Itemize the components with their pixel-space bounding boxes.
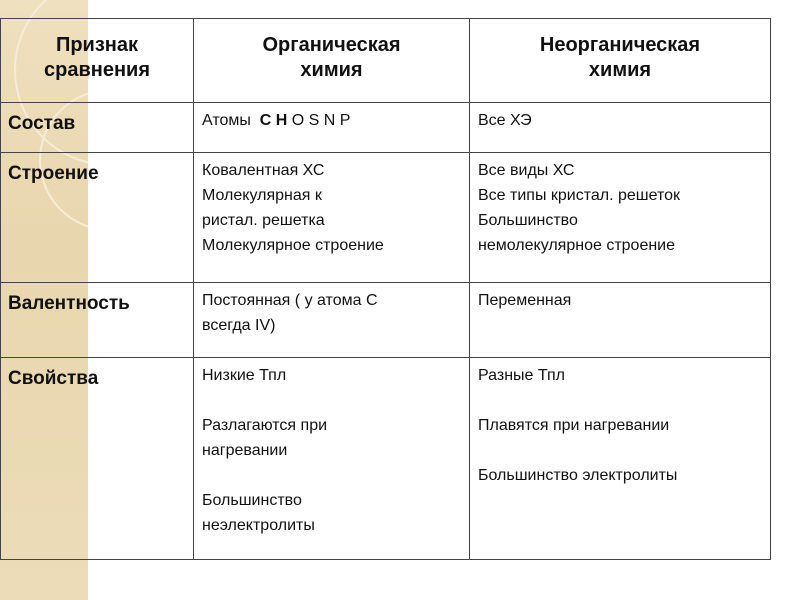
cell-text: всегда IV): [202, 317, 276, 334]
cell-text: O S N P: [291, 112, 351, 129]
cell-text-bold: C H: [259, 112, 288, 129]
cell-text: Все типы кристал. решеток: [478, 187, 681, 204]
header-line: химия: [300, 58, 363, 81]
cell-text: Все ХЭ: [478, 112, 532, 129]
row-label-cell: [1, 153, 194, 283]
table-row-properties: [1, 358, 771, 560]
table-row-structure: [1, 153, 771, 283]
cell-text: Постоянная ( у атома С: [202, 292, 378, 309]
row-label: Строение: [8, 163, 99, 184]
cell-text: Низкие Тпл: [202, 367, 287, 384]
inorganic-cell: [470, 153, 771, 283]
cell-text: Плавятся при нагревании: [478, 417, 670, 434]
row-label: Свойства: [8, 368, 99, 389]
cell-text: неэлектролиты: [202, 517, 315, 534]
row-label-cell: [1, 283, 194, 358]
header-line: Неорганическая: [539, 33, 701, 56]
inorganic-cell: [470, 283, 771, 358]
organic-cell: [194, 283, 470, 358]
comparison-table: [0, 18, 771, 560]
organic-cell: [194, 358, 470, 560]
cell-text: Ковалентная ХС: [202, 162, 325, 179]
row-label: Валентность: [8, 293, 130, 314]
header-criterion: [1, 19, 194, 103]
cell-text: Атомы: [202, 112, 251, 129]
cell-text: Большинство: [202, 492, 302, 509]
header-inorganic: [470, 19, 771, 103]
header-line: Признак: [55, 33, 139, 56]
header-line: химия: [588, 58, 652, 81]
organic-cell: [194, 103, 470, 153]
cell-text: Переменная: [478, 292, 572, 309]
cell-text: Большинство: [478, 212, 578, 229]
cell-text: Молекулярная к: [202, 187, 322, 204]
table-header-row: [1, 19, 771, 103]
header-line: Органическая: [262, 33, 401, 56]
row-label: Состав: [8, 113, 76, 134]
cell-text: нагревании: [202, 442, 288, 459]
table-row-composition: [1, 103, 771, 153]
inorganic-cell: [470, 103, 771, 153]
cell-text: Все виды ХС: [478, 162, 575, 179]
cell-text: Молекулярное строение: [202, 237, 384, 254]
cell-text: Большинство электролиты: [478, 467, 678, 484]
row-label-cell: [1, 103, 194, 153]
organic-cell: [194, 153, 470, 283]
header-organic: [194, 19, 470, 103]
cell-text: Разные Тпл: [478, 367, 565, 384]
table-row-valence: [1, 283, 771, 358]
cell-text: немолекулярное строение: [478, 237, 676, 254]
cell-text: Разлагаются при: [202, 417, 328, 434]
cell-text: ристал. решетка: [202, 212, 325, 229]
header-line: сравнения: [43, 58, 150, 81]
inorganic-cell: [470, 358, 771, 560]
row-label-cell: [1, 358, 194, 560]
